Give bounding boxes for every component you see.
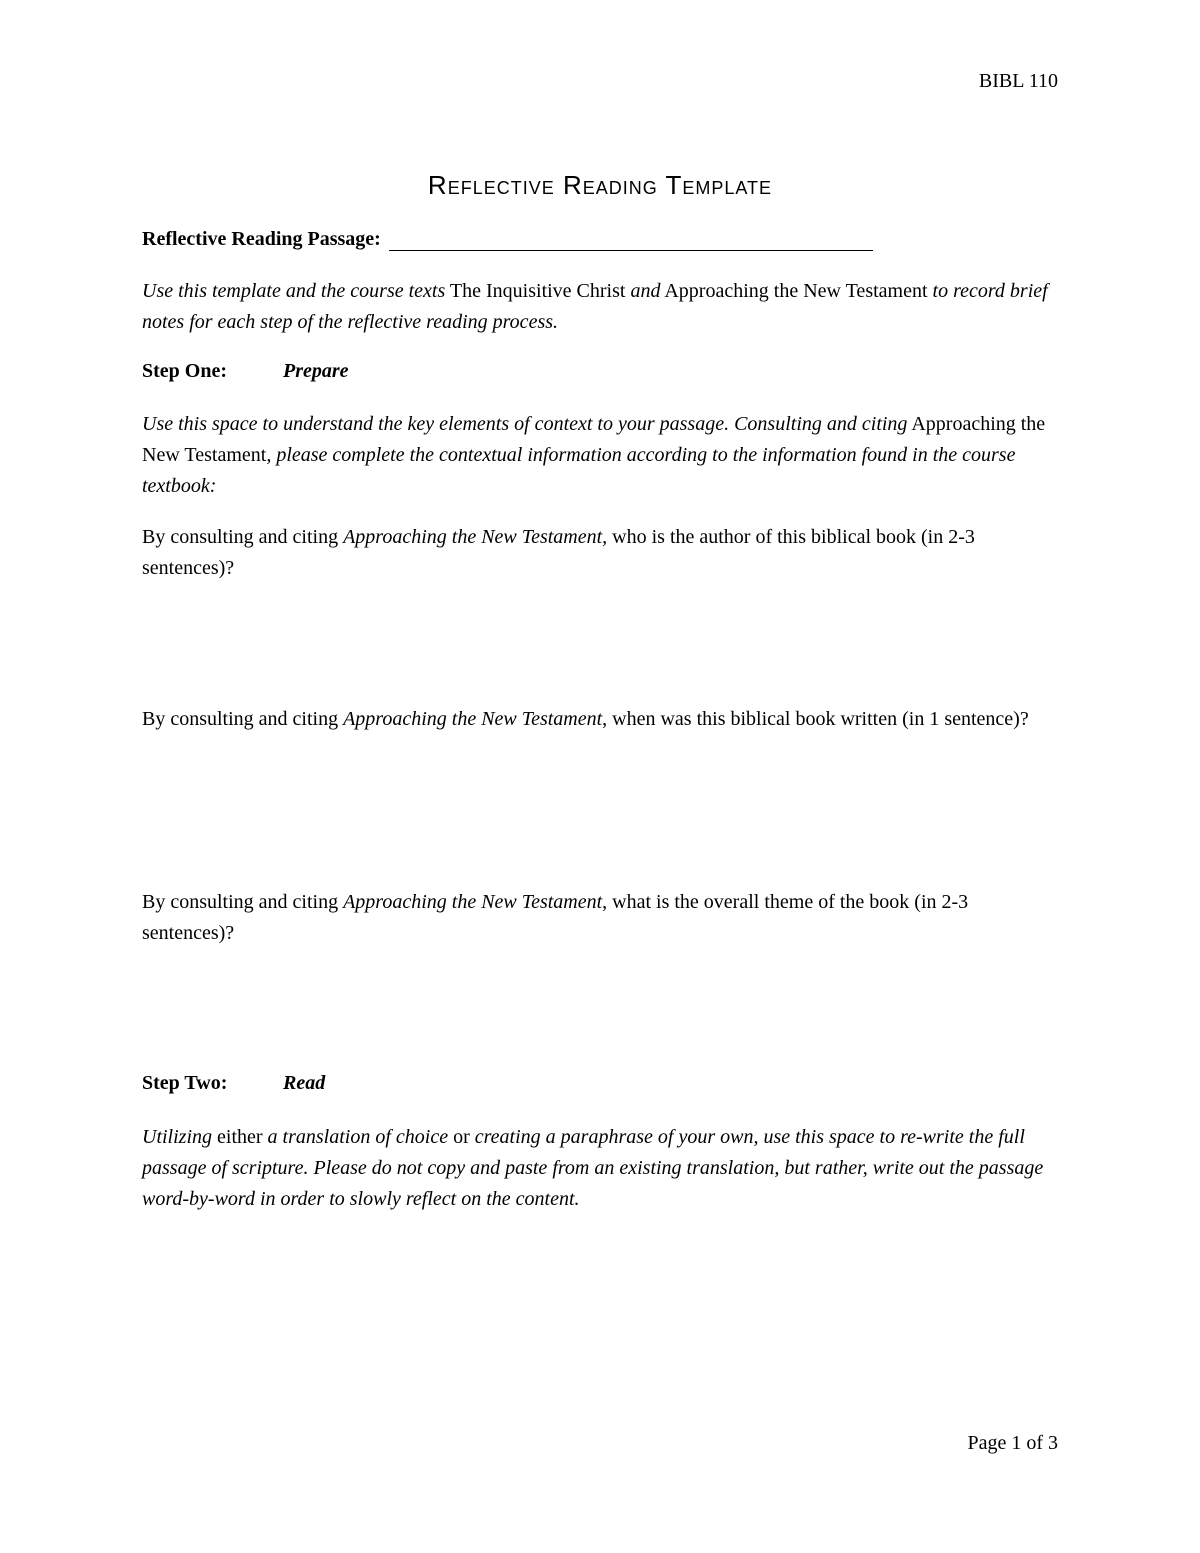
- step-two-instr-seg1: Utilizing: [142, 1126, 213, 1148]
- q3-book: Approaching the New Testament: [343, 891, 603, 913]
- step-one-name: Prepare: [283, 360, 349, 382]
- question-theme: [142, 887, 1062, 949]
- page-number: Page 1 of 3: [967, 1432, 1058, 1454]
- step-one-label: Step One:: [142, 360, 227, 382]
- q2-text: , when was this biblical book written (in 1 sentence)?: [602, 708, 1029, 730]
- question-author: [142, 522, 1062, 584]
- step-one-instr-seg3: , please complete the contextual information according to the information found in the course textbook:: [142, 444, 1016, 497]
- course-code: BIBL 110: [978, 70, 1058, 92]
- q2-book: Approaching the New Testament: [343, 708, 603, 730]
- intro-seg5: to record brief notes for each step of the reflective reading process.: [142, 280, 1048, 333]
- q3-text: , what is the overall theme of the book (in 2-3 sentences)?: [142, 891, 969, 944]
- passage-label: Reflective Reading Passage:: [142, 228, 381, 250]
- step-one-instr-seg1: Use this space to understand the key elements of context to your passage. Consulting and citing: [142, 413, 908, 435]
- step-two-instructions: [142, 1122, 1062, 1215]
- intro-book-1: The Inquisitive Christ: [445, 280, 631, 302]
- intro-paragraph: [142, 276, 1062, 338]
- step-two-label: Step Two:: [142, 1072, 228, 1094]
- intro-seg3: and: [630, 280, 661, 302]
- q3-prefix: By consulting and citing: [142, 891, 344, 913]
- step-one-instructions: [142, 409, 1062, 502]
- passage-field: [142, 226, 873, 251]
- passage-input[interactable]: [389, 226, 873, 251]
- step-two-instr-seg3: a translation of choice: [267, 1126, 449, 1148]
- question-date: [142, 704, 1062, 735]
- intro-seg1: Use this template and the course texts: [142, 280, 446, 302]
- step-two-instr-seg5: creating a paraphrase of your own, use this space to re-write the full passage of scripture. Please do not copy and paste from an existing translation, but rather, write out the passage word-by-word in order to slowly reflect on the content.: [142, 1126, 1044, 1210]
- q1-book: Approaching the New Testament,: [343, 526, 608, 548]
- q2-prefix: By consulting and citing: [142, 708, 344, 730]
- document-title: Reflective Reading Template: [427, 170, 773, 200]
- q1-prefix: By consulting and citing: [142, 526, 344, 548]
- step-two-heading: [142, 1072, 326, 1095]
- step-two-instr-seg2: either: [212, 1126, 268, 1148]
- step-two-name: Read: [283, 1072, 326, 1094]
- step-two-instr-seg4: or: [448, 1126, 475, 1148]
- step-one-instr-book: Approaching the New Testament: [142, 413, 1046, 466]
- intro-book-2: Approaching the New Testament: [660, 280, 933, 302]
- step-one-heading: [142, 360, 349, 383]
- q1-text: who is the author of this biblical book (in 2-3 sentences)?: [142, 526, 975, 579]
